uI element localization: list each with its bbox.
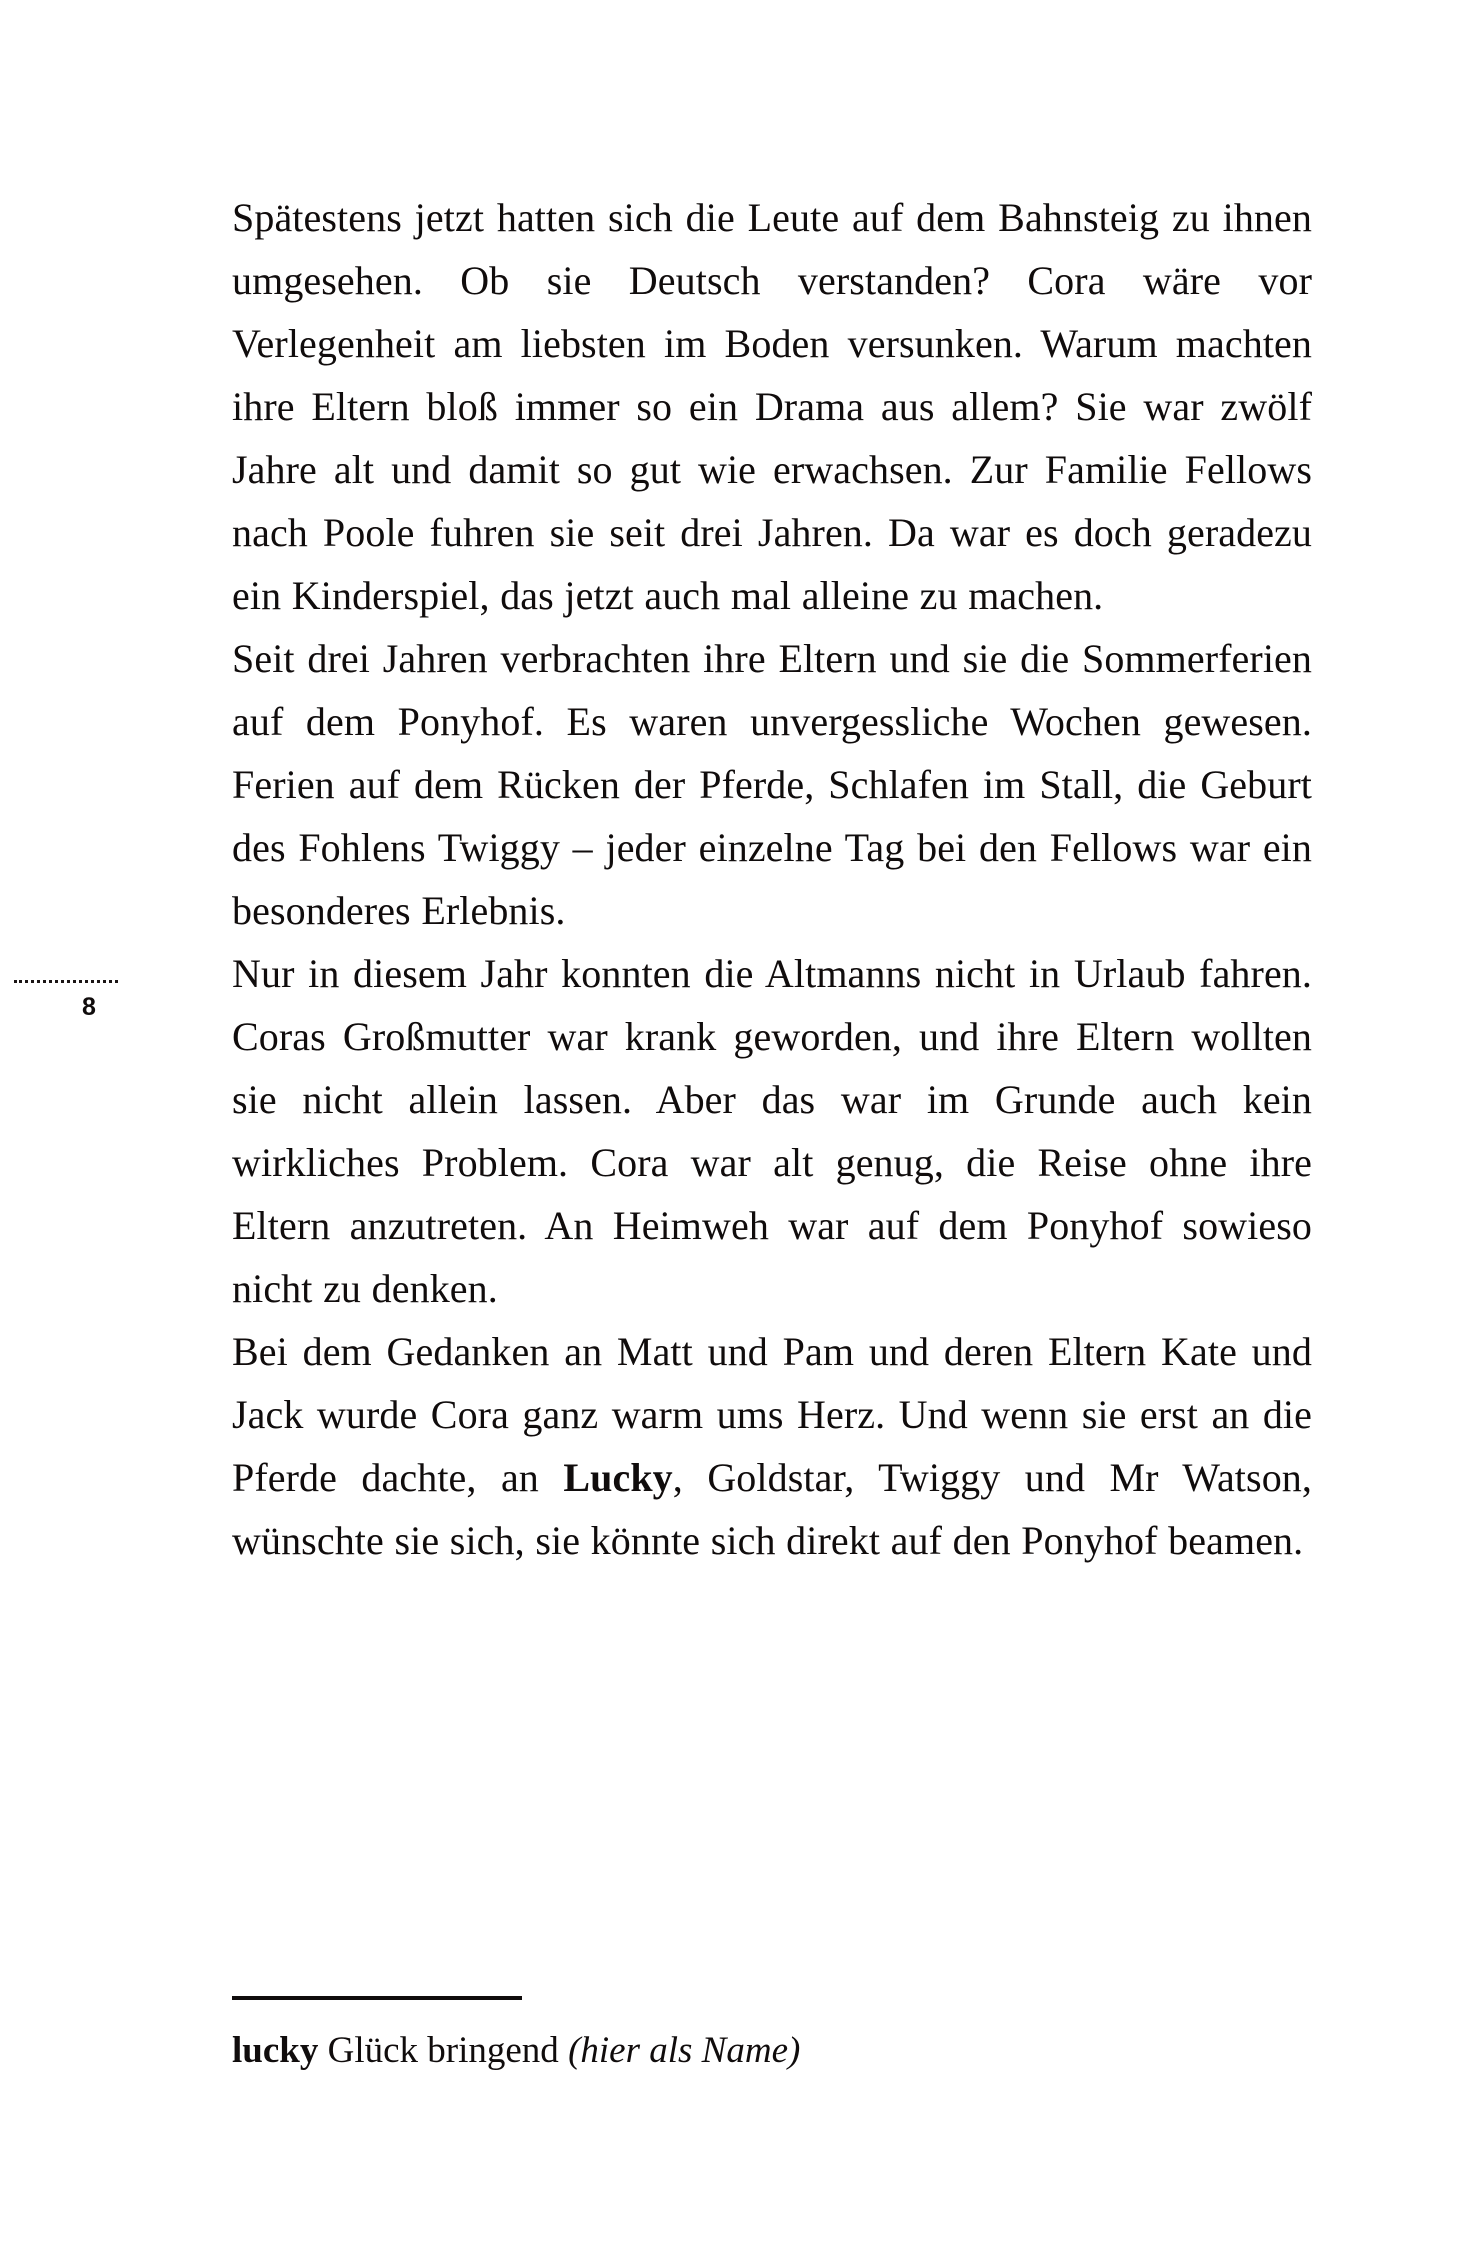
paragraph-text-after: , Goldstar, Twiggy und Mr Watson, wünschte sie sich, sie könnte sich direkt auf den Ponyhof beamen. [232,1455,1312,1563]
paragraph-text-before: Bei dem Gedanken an Matt und Pam und deren Eltern Kate und Jack wurde Cora ganz warm ums Herz. Und wenn sie erst an die Pferde dachte, an [232,1329,1312,1500]
bold-term-lucky: Lucky [563,1455,673,1500]
body-text-block [232,186,1312,1572]
paragraph: Seit drei Jahren verbrachten ihre Eltern und sie die Sommerferien auf dem Ponyhof. Es waren unvergessliche Wochen gewesen. Ferien auf dem Rücken der Pferde, Schlafen im Stall, die Geburt des Fohlens Twiggy – jeder einzelne Tag bei den Fellows war ein besonderes Erlebnis. [232,636,1312,933]
footnote-note: (hier als Name) [568,2030,801,2071]
paragraph: Nur in diesem Jahr konnten die Altmanns nicht in Urlaub fahren. Coras Großmutter war krank geworden, und ihre Eltern wollten sie nicht allein lassen. Aber das war im Grunde auch kein wirkliches Problem. Cora war alt genug, die Reise ohne ihre Eltern anzutreten. An Heimweh war auf dem Ponyhof sowieso nicht zu denken. [232,951,1312,1311]
page-folio [0,980,130,1022]
footnote-block [232,1996,1312,2076]
paragraph: Spätestens jetzt hatten sich die Leute auf dem Bahnsteig zu ihnen umgesehen. Ob sie Deutsch verstanden? Cora wäre vor Verlegenheit am liebsten im Boden versunken. Warum machten ihre Eltern bloß immer so ein Drama aus allem? Sie war zwölf Jahre alt und damit so gut wie erwachsen. Zur Familie Fellows nach Poole fuhren sie seit drei Jahren. Da war es doch geradezu ein Kinderspiel, das jetzt auch mal alleine zu machen. [232,195,1312,618]
footnote-gloss: Glück bringend [318,2030,569,2071]
footnote-term: lucky [232,2030,319,2071]
paragraph-with-bold-term [232,1320,1312,1572]
footnote-line [232,2026,1312,2076]
page-number: 8 [82,993,96,1021]
footnote-separator-rule [232,1996,522,2000]
folio-dotted-rule [14,980,118,983]
